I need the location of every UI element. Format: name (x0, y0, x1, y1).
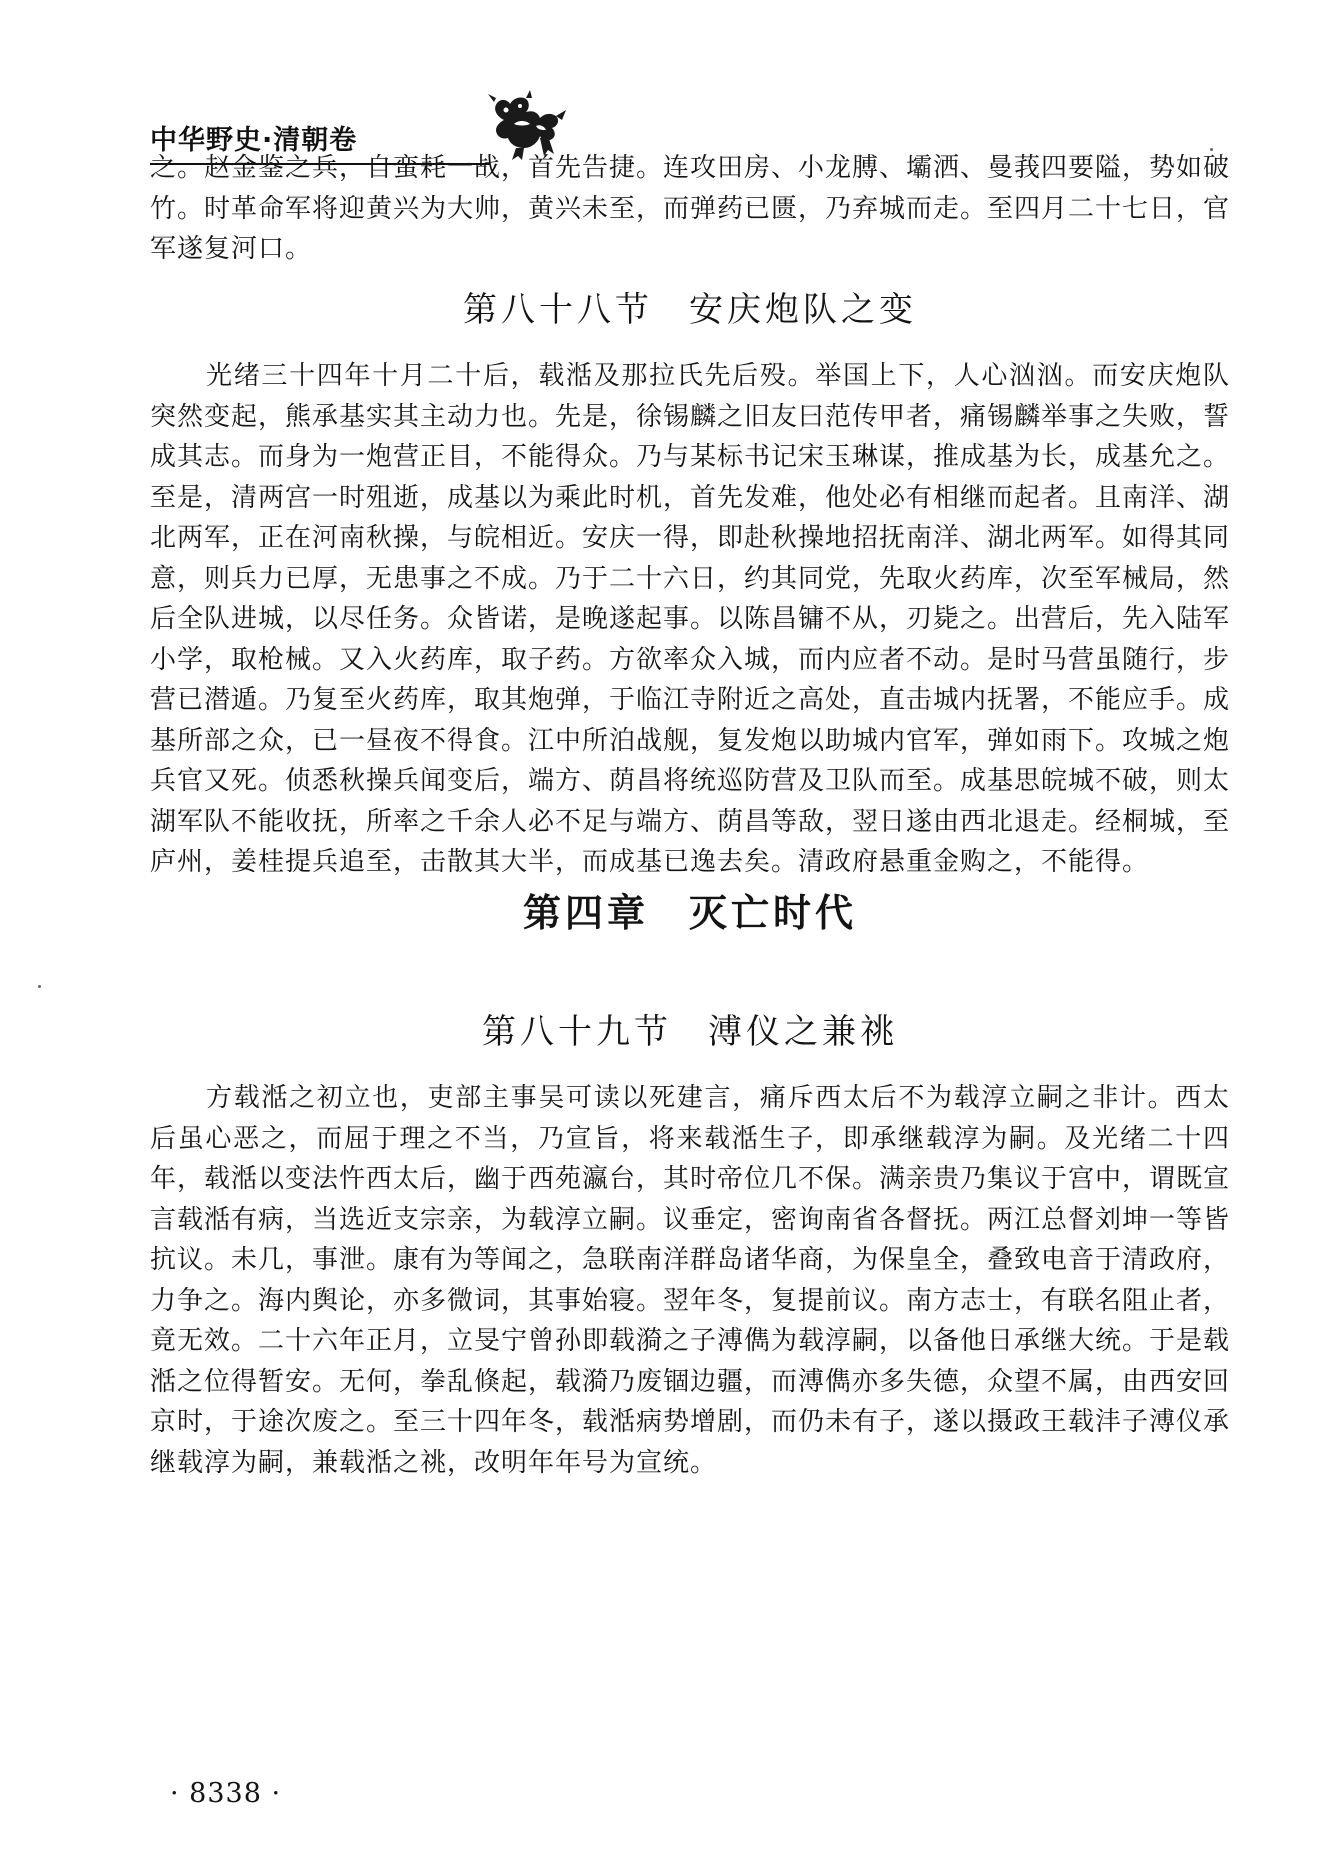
section-88-heading (150, 282, 1230, 331)
page-number: · 8338 · (170, 1778, 282, 1809)
chapter-4-number: 第四章 (522, 891, 649, 935)
section-89-heading (150, 1004, 1230, 1053)
chapter-4-title: 灭亡时代 (689, 891, 858, 935)
section-88-title: 安庆炮队之变 (689, 290, 917, 330)
book-title: 中华野史·清朝卷 (150, 125, 358, 156)
section-88-paragraph: 光绪三十四年十月二十后，载湉及那拉氏先后殁。举国上下，人心汹汹。而安庆炮队突然变起，熊承基实其主动力也。先是，徐锡麟之旧友曰范传甲者，痛锡麟举事之失败，誓成其志。而身为一炮营正目，不能得众。乃与某标书记宋玉琳谋，推成基为长，成基允之。至是，清两宫一时殂逝，成基以为乘此时机，首先发难，他处必有相继而起者。且南洋、湖北两军，正在河南秋操，与皖相近。安庆一得，即赴秋操地招抚南洋、湖北两军。如得其同意，则兵力已厚，无患事之不成。乃于二十六日，约其同党，先取火药库，次至军械局，然后全队进城，以尽任务。众皆诺，是晚遂起事。以陈昌镛不从，刃毙之。出营后，先入陆军小学，取枪械。又入火药库，取子药。方欲率众入城，而内应者不动。是时马营虽随行，步营已潜遁。乃复至火药库，取其炮弹，于临江寺附近之高处，直击城内抚署，不能应手。成基所部之众，已一昼夜不得食。江中所泊战舰，复发炮以助城内官军，弹如雨下。攻城之炮兵官又死。侦悉秋操兵闻变后，端方、荫昌将统巡防营及卫队而至。成基思皖城不破，则太湖军队不能收抚，所率之千余人必不足与端方、荫昌等敌，翌日遂由西北退走。经桐城，至庐州，姜桂提兵追至，击散其大半，而成基已逸去矣。清政府悬重金购之，不能得。 (150, 361, 1231, 877)
scan-speck (1210, 148, 1213, 151)
section-89-paragraph: 方载湉之初立也，吏部主事吴可读以死建言，痛斥西太后不为载淳立嗣之非计。西太后虽心恶之，而屈于理之不当，乃宣旨，将来载湉生子，即承继载淳为嗣。及光绪二十四年，载湉以变法忤西太后，幽于西苑瀛台，其时帝位几不保。满亲贵乃集议于宫中，谓既宣言载湉有病，当选近支宗亲，为载淳立嗣。议垂定，密询南省各督抚。两江总督刘坤一等皆抗议。未几，事泄。康有为等闻之，急联南洋群岛诸华商，为保皇全，叠致电音于清政府，力争之。海内舆论，亦多微词，其事始寝。翌年冬，复提前议。南方志士，有联名阻止者，竟无效。二十六年正月，立旻宁曾孙即载漪之子溥儁为载淳嗣，以备他日承继大统。于是载湉之位得暂安。无何，拳乱倏起，载漪乃废锢边疆，而溥儁亦多失德，众望不属，由西安回京时，于途次废之。至三十四年冬，载湉病势增剧，而仍未有子，遂以摄政王载沣子溥仪承继载淳为嗣，兼载湉之祧，改明年年号为宣统。 (150, 1083, 1231, 1478)
scan-speck (38, 985, 41, 988)
section-89-number: 第八十九节 (482, 1012, 672, 1052)
section-88-number: 第八十八节 (463, 290, 653, 330)
section-89-title: 溥仪之兼祧 (708, 1012, 898, 1052)
intro-paragraph: 之。赵金鉴之兵，自蛮耗一战，首先告捷。连攻田房、小龙膊、壩洒、曼莪四要隘，势如破竹。时革命军将迎黄兴为大帅，黄兴未至，而弹药已匮，乃弃城而走。至四月二十七日，官军遂复河口。 (150, 153, 1231, 264)
chapter-4-heading (150, 882, 1230, 937)
